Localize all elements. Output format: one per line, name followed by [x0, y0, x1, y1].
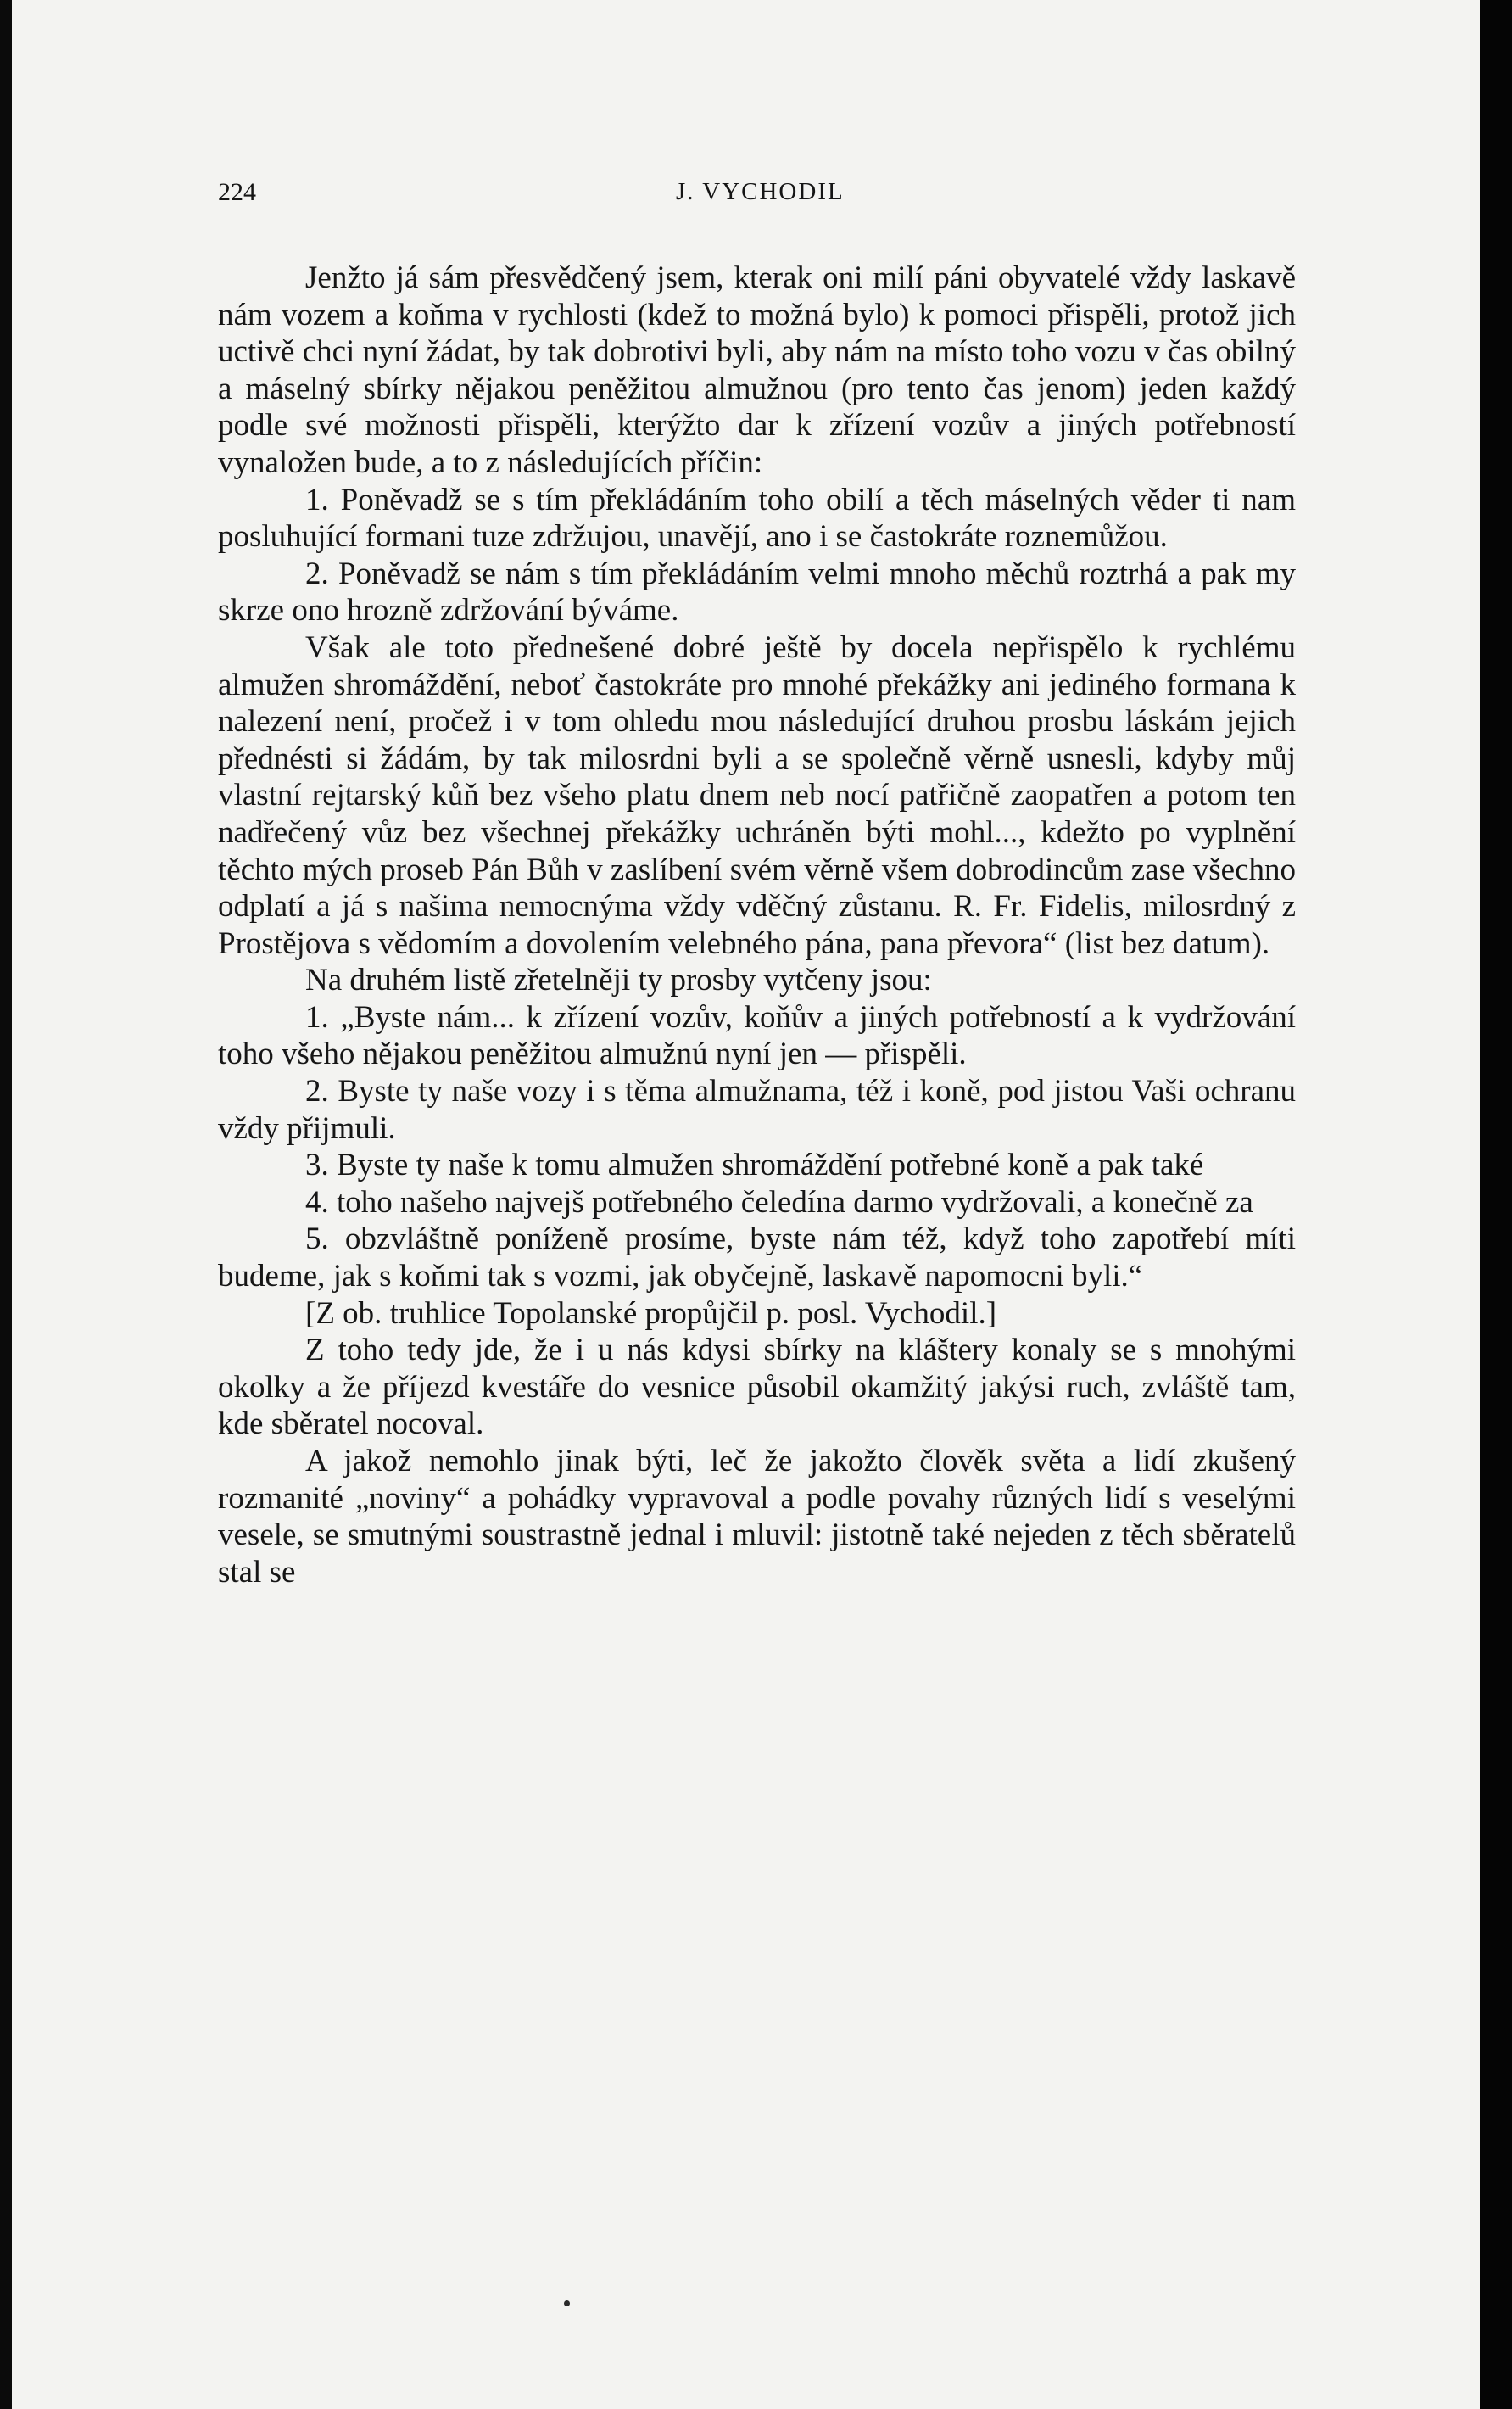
paragraph: Jenžto já sám přesvědčený jsem, kterak oni milí páni obyvatelé vždy laskavě nám vozem a koňma v rychlosti (kdež to možná bylo) k pomoci přispěli, protož jich uctivě chci nyní žádat, by tak dobrotivi byli, aby nám na místo toho vozu v čas obilný a máselný sbírky nějakou peněžitou almužnou (pro tento čas jenom) jeden každý podle své možnosti přispěli, kterýžto dar k zřízení vozův a jiných potřebností vynaložen bude, a to z následujících příčin: [218, 260, 1296, 480]
list-item: 2. Poněvadž se nám s tím překládáním velmi mnoho měchů roztrhá a pak my skrze ono hrozně zdržování býváme. [218, 556, 1296, 629]
list-item: 2. Byste ty naše vozy i s těma almužnama, též i koně, pod jistou Vaši ochranu vždy přijmuli. [218, 1074, 1296, 1146]
ink-speck [564, 2300, 570, 2306]
list-item: 1. Poněvadž se s tím překládáním toho obilí a těch máselných věder ti nam posluhující formani tuze zdržujou, unavějí, ano i se častokráte roznemůžou. [218, 482, 1296, 555]
list-item: 4. toho našeho najvejš potřebného čeledína darmo vydržovali, a konečně za [305, 1184, 1253, 1220]
body-text [218, 260, 1296, 1590]
page-header [218, 168, 1296, 219]
list-item: 1. „Byste nám... k zřízení vozův, koňův a jiných potřebností a k vydržování toho všeho nějakou peněžitou almužnú nyní jen — přispěli. [218, 999, 1296, 1072]
scan-edge [1480, 0, 1512, 2409]
paragraph: Na druhém listě zřetelněji ty prosby vytčeny jsou: [305, 963, 932, 998]
page-number: 224 [218, 178, 256, 206]
running-head: J. VYCHODIL [676, 178, 845, 205]
paragraph: A jakož nemohlo jinak býti, leč že jakožto člověk světa a lidí zkušený rozmanité „noviny“ a pohádky vypravoval a podle povahy různých lidí s veselými vesele, se smutnými soustrastně jednal i mluvil: jistotně také nejeden z těch sběratelů stal se [218, 1444, 1296, 1590]
paragraph: Z toho tedy jde, že i u nás kdysi sbírky na kláštery konaly se s mnohými okolky a že příjezd kvestáře do vesnice působil okamžitý jakýsi ruch, zvláště tam, kde sběratel nocoval. [218, 1333, 1296, 1442]
list-item: 5. obzvláštně poníženě prosíme, byste nám též, když toho zapotřebí míti budeme, jak s koňmi tak s vozmi, jak obyčejně, laskavě napomocni byli.“ [218, 1221, 1296, 1294]
paragraph: Však ale toto přednešené dobré ještě by docela nepřispělo k rychlému almužen shromáždění, neboť častokráte pro mnohé překážky ani jediného formana k nalezení není, pročež i v tom ohledu mou následující druhou prosbu láskám jejich přednésti si žádám, by tak milosrdni byli a se společně věrně usnesli, kdyby můj vlastní rejtarský kůň bez všeho platu dnem neb nocí patřičně zaopatřen a potom ten nadřečený vůz bez všechnej překážky uchráněn býti mohl..., kdežto po vyplnění těchto mých proseb Pán Bůh v zaslíbení svém věrně všem dobrodincům zase všechno odplatí a já s našima nemocnýma vždy vděčný zůstanu. R. Fr. Fidelis, milosrdný z Prostějova s vědomím a dovolením velebného pána, pana převora“ (list bez datum). [218, 629, 1296, 961]
list-item: 3. Byste ty naše k tomu almužen shromáždění potřebné koně a pak také [305, 1148, 1204, 1183]
source-note: [Z ob. truhlice Topolanské propůjčil p. posl. Vychodil.] [305, 1295, 997, 1331]
